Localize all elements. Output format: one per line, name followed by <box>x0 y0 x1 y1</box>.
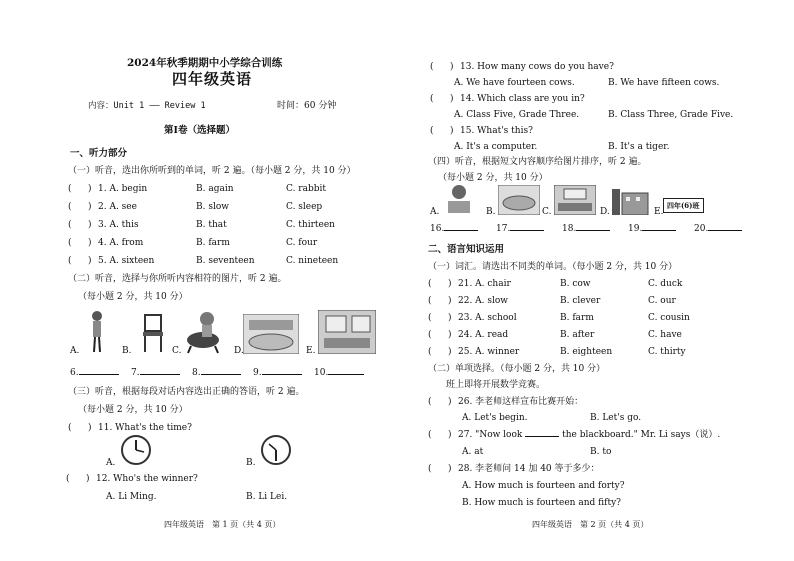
time-label: 时间：60 分钟 <box>277 101 337 111</box>
clock-icon <box>120 434 152 466</box>
answer-blank[interactable]: 6. <box>70 368 119 379</box>
pic-label-d: D. <box>600 207 610 217</box>
question-26: ( ) 26. 李老师这样宣布比赛开始： <box>428 397 584 407</box>
question-11: ( ) 11. What's the time? <box>68 423 192 433</box>
question-row: ( ) 4. A. from B. farm C. four <box>68 238 318 248</box>
section-language: 二、语言知识运用 <box>428 244 505 255</box>
part3-instruction: （三）听音，根据每段对话内容选出正确的答语，听 2 遍。 <box>68 387 305 397</box>
pic-label-e: E. <box>654 207 664 217</box>
q12-option-a: A. Li Ming. <box>106 492 157 502</box>
volume-title: 第Ⅰ卷（选择题） <box>164 125 235 136</box>
content-label: 内容：Unit 1 —— Review 1 <box>88 101 206 111</box>
question-14: ( ) 14. Which class are you in? <box>430 94 585 104</box>
part4-instruction: （四）听音，根据短文内容顺序给图片排序，听 2 遍。 <box>428 157 647 167</box>
q15-option-b: B. It's a tiger. <box>608 142 670 152</box>
question-row: ( ) 2. A. see B. slow C. sleep <box>68 202 323 212</box>
page-footer: 四年级英语 第 2 页（共 4 页） <box>532 520 649 529</box>
question-row: ( ) 3. A. this B. that C. thirteen <box>68 220 335 230</box>
question-28: ( ) 28. 李老师问 14 加 40 等于多少： <box>428 464 600 474</box>
answer-blank[interactable]: 10. <box>314 368 364 379</box>
q27-option-a: A. at <box>462 447 484 457</box>
q26-option-a: A. Let's begin. <box>462 413 528 423</box>
boy-on-horse-picture <box>183 310 227 354</box>
part3-score: （每小题 2 分，共 10 分） <box>78 405 188 415</box>
answer-blank[interactable]: 18. <box>562 224 610 235</box>
question-15: ( ) 15. What's this? <box>430 126 533 136</box>
q14-option-b: B. Class Three, Grade Five. <box>608 110 734 120</box>
right-page <box>400 0 794 561</box>
pic-label-b: B. <box>122 346 132 356</box>
question-row: ( ) 21. A. chair B. cow C. duck <box>428 279 683 289</box>
answer-blank[interactable]: 19. <box>628 224 676 235</box>
vocab-instruction: （一）词汇。请选出不同类的单词。（每小题 2 分，共 10 分） <box>428 262 678 272</box>
question-row: ( ) 24. A. read B. after C. have <box>428 330 682 340</box>
answer-blank[interactable]: 9. <box>253 368 302 379</box>
pic-label-e: E. <box>306 346 316 356</box>
q13-option-b: B. We have fifteen cows. <box>608 78 720 88</box>
exam-subtitle: 四年级英语 <box>172 70 253 88</box>
pic-label-a: A. <box>70 346 80 356</box>
exam-title: 2024年秋季期期中小学综合训练 <box>127 57 283 69</box>
pic-label-c: C. <box>172 346 182 356</box>
class-sign: 四年(6)班 <box>663 198 704 213</box>
question-row: ( ) 23. A. school B. farm C. cousin <box>428 313 690 323</box>
school-building-picture <box>610 185 650 215</box>
classroom-picture <box>554 185 596 215</box>
q26-option-b: B. Let's go. <box>590 413 642 423</box>
q11-option-b: B. <box>246 458 256 468</box>
kid-reading-picture <box>442 183 476 215</box>
answer-blank[interactable]: 17. <box>496 224 544 235</box>
part1-instruction: （一）听音，选出你所听到的单词，听 2 遍。（每小题 2 分，共 10 分） <box>68 166 356 176</box>
question-12: ( ) 12. Who's the winner? <box>66 474 198 484</box>
pic-label-b: B. <box>486 207 496 217</box>
question-27: ( ) 27. "Now look the blackboard." Mr. Li says（说）. <box>428 430 721 440</box>
question-13: ( ) 13. How many cows do you have? <box>430 62 614 72</box>
q28-option-b: B. How much is fourteen and fifty? <box>462 498 621 508</box>
q12-option-b: B. Li Lei. <box>246 492 288 502</box>
q28-option-a: A. How much is fourteen and forty? <box>462 481 625 491</box>
part2-instruction: （二）听音，选择与你所听内容相符的图片，听 2 遍。 <box>68 274 287 284</box>
part4-score: （每小题 2 分，共 10 分） <box>438 173 548 183</box>
question-row: ( ) 1. A. begin B. again C. rabbit <box>68 184 326 194</box>
playground-picture <box>243 314 299 354</box>
chair-picture <box>140 314 166 354</box>
pic-label-d: D. <box>234 346 244 356</box>
q13-option-a: A. We have fourteen cows. <box>454 78 575 88</box>
answer-blank[interactable]: 20. <box>694 224 742 235</box>
playground-picture <box>498 185 540 215</box>
q15-option-a: A. It's a computer. <box>454 142 538 152</box>
q14-option-a: A. Class Five, Grade Three. <box>454 110 580 120</box>
q27-option-b: B. to <box>590 447 612 457</box>
single-choice-instruction: （二）单项选择。（每小题 2 分，共 10 分） <box>428 364 606 374</box>
answer-blank[interactable]: 16. <box>430 224 478 235</box>
question-row: ( ) 5. A. sixteen B. seventeen C. nineteen <box>68 256 339 266</box>
question-row: ( ) 22. A. slow B. clever C. our <box>428 296 676 306</box>
q11-option-a: A. <box>106 458 116 468</box>
answer-blank[interactable]: 7. <box>131 368 180 379</box>
scenario-intro: 班上即将开展数学竞赛。 <box>446 380 546 390</box>
girl-picture <box>86 308 108 354</box>
part2-score: （每小题 2 分，共 10 分） <box>78 292 188 302</box>
section-listening: 一、听力部分 <box>70 148 128 159</box>
question-row: ( ) 25. A. winner B. eighteen C. thirty <box>428 347 686 357</box>
answer-blank[interactable]: 8. <box>192 368 241 379</box>
classroom-picture <box>318 310 376 354</box>
pic-label-c: C. <box>542 207 552 217</box>
pic-label-a: A. <box>430 207 440 217</box>
clock-icon <box>260 434 292 466</box>
page-footer: 四年级英语 第 1 页（共 4 页） <box>164 520 281 529</box>
